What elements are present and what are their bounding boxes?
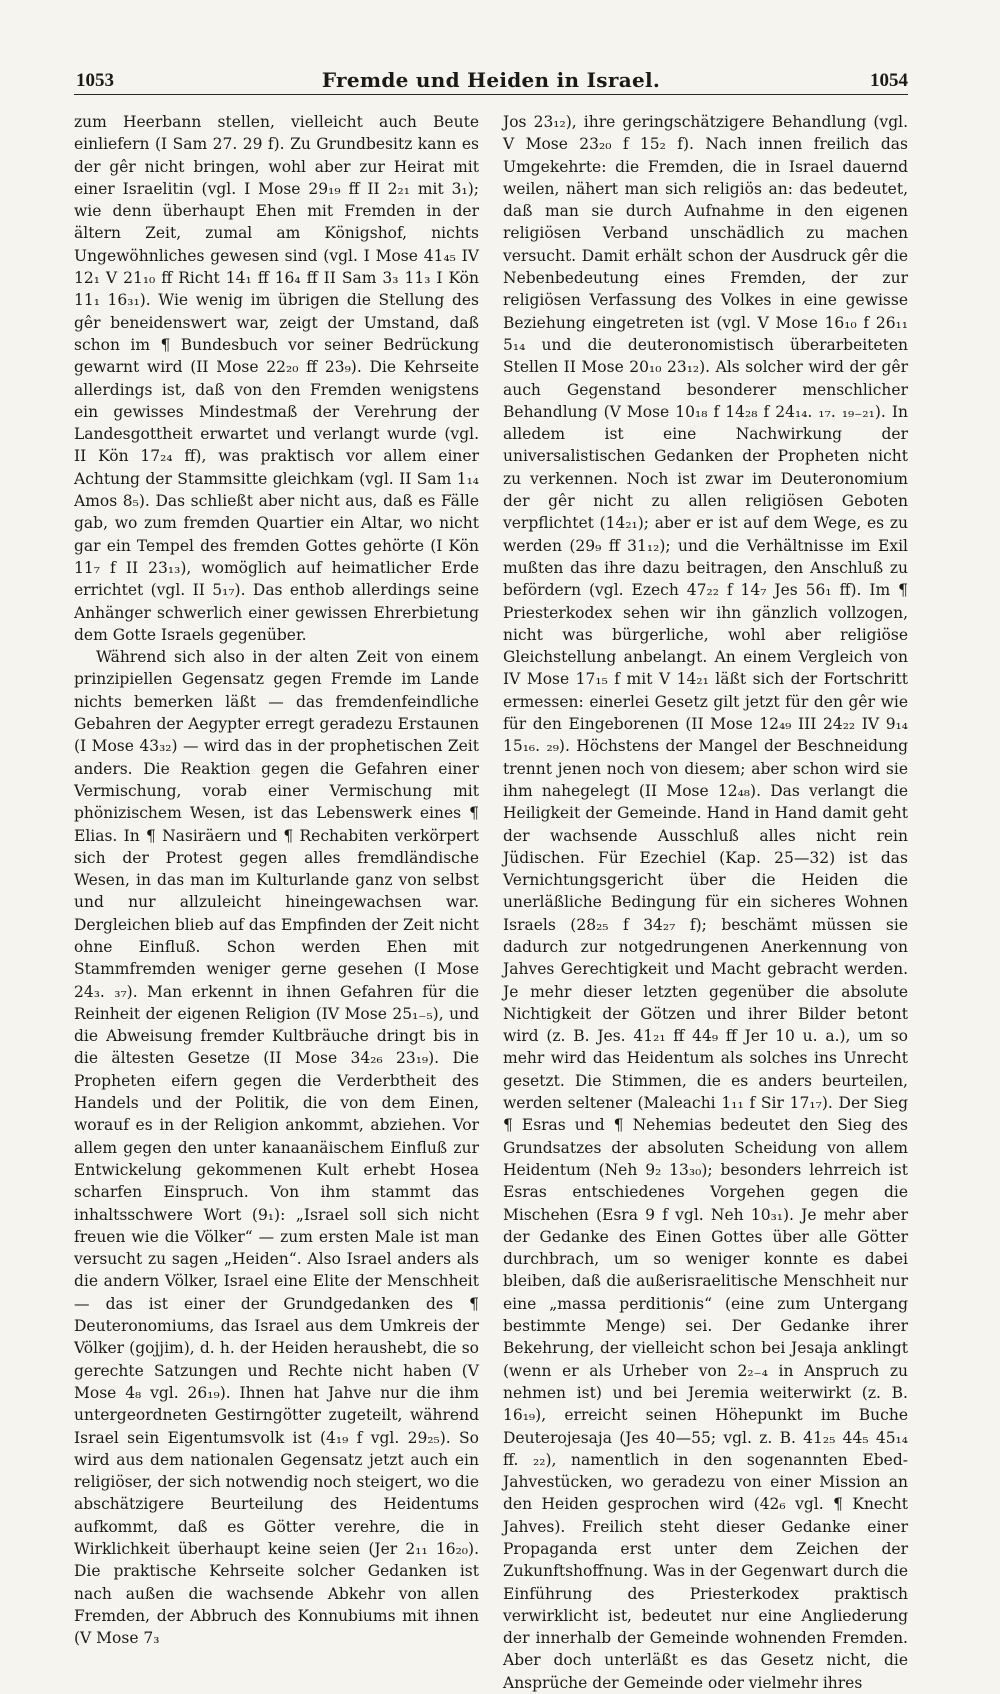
- page-number-left: 1053: [76, 70, 114, 91]
- left-column: [74, 111, 479, 1694]
- running-title: Fremde und Heiden in Israel.: [321, 68, 661, 92]
- paragraph: Jos 23₁₂), ihre geringschätzigere Behandlung (vgl. V Mose 23₂₀ f 15₂ f). Nach innen freilich das Umgekehrte: die Fremden, die in Israel dauernd weilen, nähert man sich religiös an: das bedeutet, daß man sie durch Aufnahme in den eigenen religiösen Verband unschädlich zu machen versucht. Damit erhält schon der Ausdruck gêr die Nebenbedeutung eines Fremden, der zur religiösen Verfassung des Volkes in eine gewisse Beziehung eingetreten ist (vgl. V Mose 16₁₀ f 26₁₁ 5₁₄ und die deuteronomistisch überarbeiteten Stellen II Mose 20₁₀ 23₁₂). Als solcher wird der gêr auch Gegenstand besonderer menschlicher Behandlung (V Mose 10₁₈ f 14₂₈ f 24₁₄. ₁₇. ₁₉₋₂₁). In alledem ist eine Nachwirkung der universalistischen Gedanken der Propheten nicht zu verkennen. Noch ist zwar im Deuteronomium der gêr nicht zu allen religiösen Geboten verpflichtet (14₂₁); aber er ist auf dem Wege, es zu werden (29₉ ff 31₁₂); und die Verhältnisse im Exil mußten das ihre dazu beitragen, den Anschluß zu befördern (vgl. Ezech 47₂₂ f 14₇ Jes 56₁ ff). Im ¶ Priesterkodex sehen wir ihn gänzlich vollzogen, nicht was bürgerliche, wohl aber religiöse Gleichstellung anbelangt. An einem Vergleich von IV Mose 17₁₅ f mit V 14₂₁ läßt sich der Fortschritt ermessen: einerlei Gesetz gilt jetzt für den gêr wie für den Eingeborenen (II Mose 12₄₉ III 24₂₂ IV 9₁₄ 15₁₆. ₂₉). Höchstens der Mangel der Beschneidung trennt jenen noch von diesem; aber schon wird sie ihm nahegelegt (II Mose 12₄₈). Das verlangt die Heiligkeit der Gemeinde. Hand in Hand damit geht der wachsende Ausschluß alles nicht rein Jüdischen. Für Ezechiel (Kap. 25—32) ist das Vernichtungsgericht über die Heiden die unerläßliche Bedingung für ein sicheres Wohnen Israels (28₂₅ f 34₂₇ f); beschämt müssen sie dadurch zur notgedrungenen Anerkennung von Jahves Gerechtigkeit und Macht gebracht werden. Je mehr dieser letzten gegenüber die absolute Nichtigkeit der Götzen und ihrer Bilder betont wird (z. B. Jes. 41₂₁ ff 44₉ ff Jer 10 u. a.), um so mehr wird das Heidentum als solches ins Unrecht gesetzt. Die Stimmen, die es anders beurteilen, werden seltener (Maleachi 1₁₁ f Sir 17₁₇). Der Sieg ¶ Esras und ¶ Nehemias bedeutet den Sieg des Grundsatzes der absoluten Scheidung von allem Heidentum (Neh 9₂ 13₃₀); besonders lehrreich ist Esras entschiedenes Vorgehen gegen die Mischehen (Esra 9 f vgl. Neh 10₃₁). Je mehr aber der Gedanke des Einen Gottes über alle Götter durchbrach, um so weniger konnte es dabei bleiben, daß die außerisraelitische Menschheit nur eine „massa perditionis“ (eine zum Untergang bestimmte Menge) sei. Der Gedanke ihrer Bekehrung, der vielleicht schon bei Jesaja anklingt (wenn er als Urheber von 2₂₋₄ in Anspruch zu nehmen ist) und bei Jeremia weiterwirkt (z. B. 16₁₉), erreicht seinen Höhepunkt im Buche Deuterojesaja (Jes 40—55; vgl. z. B. 41₂₅ 44₅ 45₁₄ ff. ₂₂), namentlich in den sogenannten Ebed-Jahvestücken, wo geradezu von einer Mission an den Heiden gesprochen wird (42₆ vgl. ¶ Knecht Jahves). Freilich steht dieser Gedanke einer Propaganda erst unter dem Zeichen der Zukunftshoffnung. Was in der Gegenwart durch die Einführung des Priesterkodex praktisch verwirklicht ist, bedeutet nur eine Angliederung der innerhalb der Gemeinde wohnenden Fremden. Aber doch unterläßt es das Gesetz nicht, die Ansprüche der Gemeinde oder vielmehr ihres: [503, 113, 908, 1692]
- paragraph: zum Heerbann stellen, vielleicht auch Beute einliefern (I Sam 27. 29 f). Zu Grundbesitz kann es der gêr nicht bringen, wohl aber zur Heirat mit einer Israelitin (vgl. I Mose 29₁₉ ff II 2₂₁ mit 3₁); wie denn überhaupt Ehen mit Fremden in der ältern Zeit, zumal am Königshof, nichts Ungewöhnliches gewesen sind (vgl. I Mose 41₄₅ IV 12₁ V 21₁₀ ff Richt 14₁ ff 16₄ ff II Sam 3₃ 11₃ I Kön 11₁ 16₃₁). Wie wenig im übrigen die Stellung des gêr beneidenswert war, zeigt der Umstand, daß schon im ¶ Bundesbuch vor seiner Bedrückung gewarnt wird (II Mose 22₂₀ ff 23₉). Die Kehrseite allerdings ist, daß von den Fremden wenigstens ein gewisses Mindestmaß der Verehrung der Landesgottheit erwartet und verlangt wurde (vgl. II Kön 17₂₄ ff), was praktisch vor allem einer Achtung der Stammsitte gleichkam (vgl. II Sam 1₁₄ Amos 8₅). Das schließt aber nicht aus, daß es Fälle gab, wo zum fremden Quartier ein Altar, wo nicht gar ein Tempel des fremden Gottes gehörte (I Kön 11₇ f II 23₁₃), womöglich auf heimatlicher Erde errichtet (vgl. II 5₁₇). Das enthob allerdings seine Anhänger schwerlich einer gewissen Ehrerbietung dem Gotte Israels gegenüber.: [74, 113, 479, 644]
- right-column: [503, 111, 908, 1694]
- paragraph: Während sich also in der alten Zeit von einem prinzipiellen Gegensatz gegen Fremde im Lande nichts bemerken läßt — das fremdenfeindliche Gebahren der Aegypter erregt geradezu Erstaunen (I Mose 43₃₂) — wird das in der prophetischen Zeit anders. Die Reaktion gegen die Gefahren einer Vermischung, vorab einer Vermischung mit phönizischem Wesen, ist das Lebenswerk eines ¶ Elias. In ¶ Nasiräern und ¶ Rechabiten verkörpert sich der Protest gegen alles fremdländische Wesen, in das man im Kulturlande ganz von selbst und nur allzuleicht hineingewachsen war. Dergleichen blieb auf das Empfinden der Zeit nicht ohne Einfluß. Schon werden Ehen mit Stammfremden weniger gerne gesehen (I Mose 24₃. ₃₇). Man erkennt in ihnen Gefahren für die Reinheit der eigenen Religion (IV Mose 25₁₋₅), und die Abweisung fremder Kultbräuche dringt bis in die ältesten Gesetze (II Mose 34₂₆ 23₁₉). Die Propheten eifern gegen die Verderbtheit des Handels und der Politik, die von dem Einen, worauf es in der Religion ankommt, abziehen. Vor allem gegen den unter kanaanäischem Einfluß zur Entwickelung gekommenen Kult erhebt Hosea scharfen Einspruch. Von ihm stammt das inhaltsschwere Wort (9₁): „Israel soll sich nicht freuen wie die Völker“ — zum ersten Male ist man versucht zu sagen „Heiden“. Also Israel anders als die andern Völker, Israel eine Elite der Menschheit — das ist einer der Grundgedanken des ¶ Deuteronomiums, das Israel aus dem Umkreis der Völker (gojjim), d. h. der Heiden heraushebt, die so gerechte Satzungen und Rechte nicht haben (V Mose 4₈ vgl. 26₁₉). Ihnen hat Jahve nur die ihm untergeordneten Gestirngötter zugeteilt, während Israel sein Eigentumsvolk ist (4₁₉ f vgl. 29₂₅). So wird aus dem nationalen Gegensatz jetzt auch ein religiöser, der sich notwendig noch steigert, wo die abschätzigere Beurteilung des Heidentums aufkommt, daß es Götter verehre, die in Wirklichkeit überhaupt keine seien (Jer 2₁₁ 16₂₀). Die praktische Kehrseite solcher Gedanken ist nach außen die wachsende Abkehr von allen Fremden, der Abbruch des Konnubiums mit ihnen (V Mose 7₃: [74, 648, 479, 1648]
- page-number-right: 1054: [870, 70, 908, 91]
- running-header: [74, 62, 908, 95]
- text-columns: [74, 111, 908, 1694]
